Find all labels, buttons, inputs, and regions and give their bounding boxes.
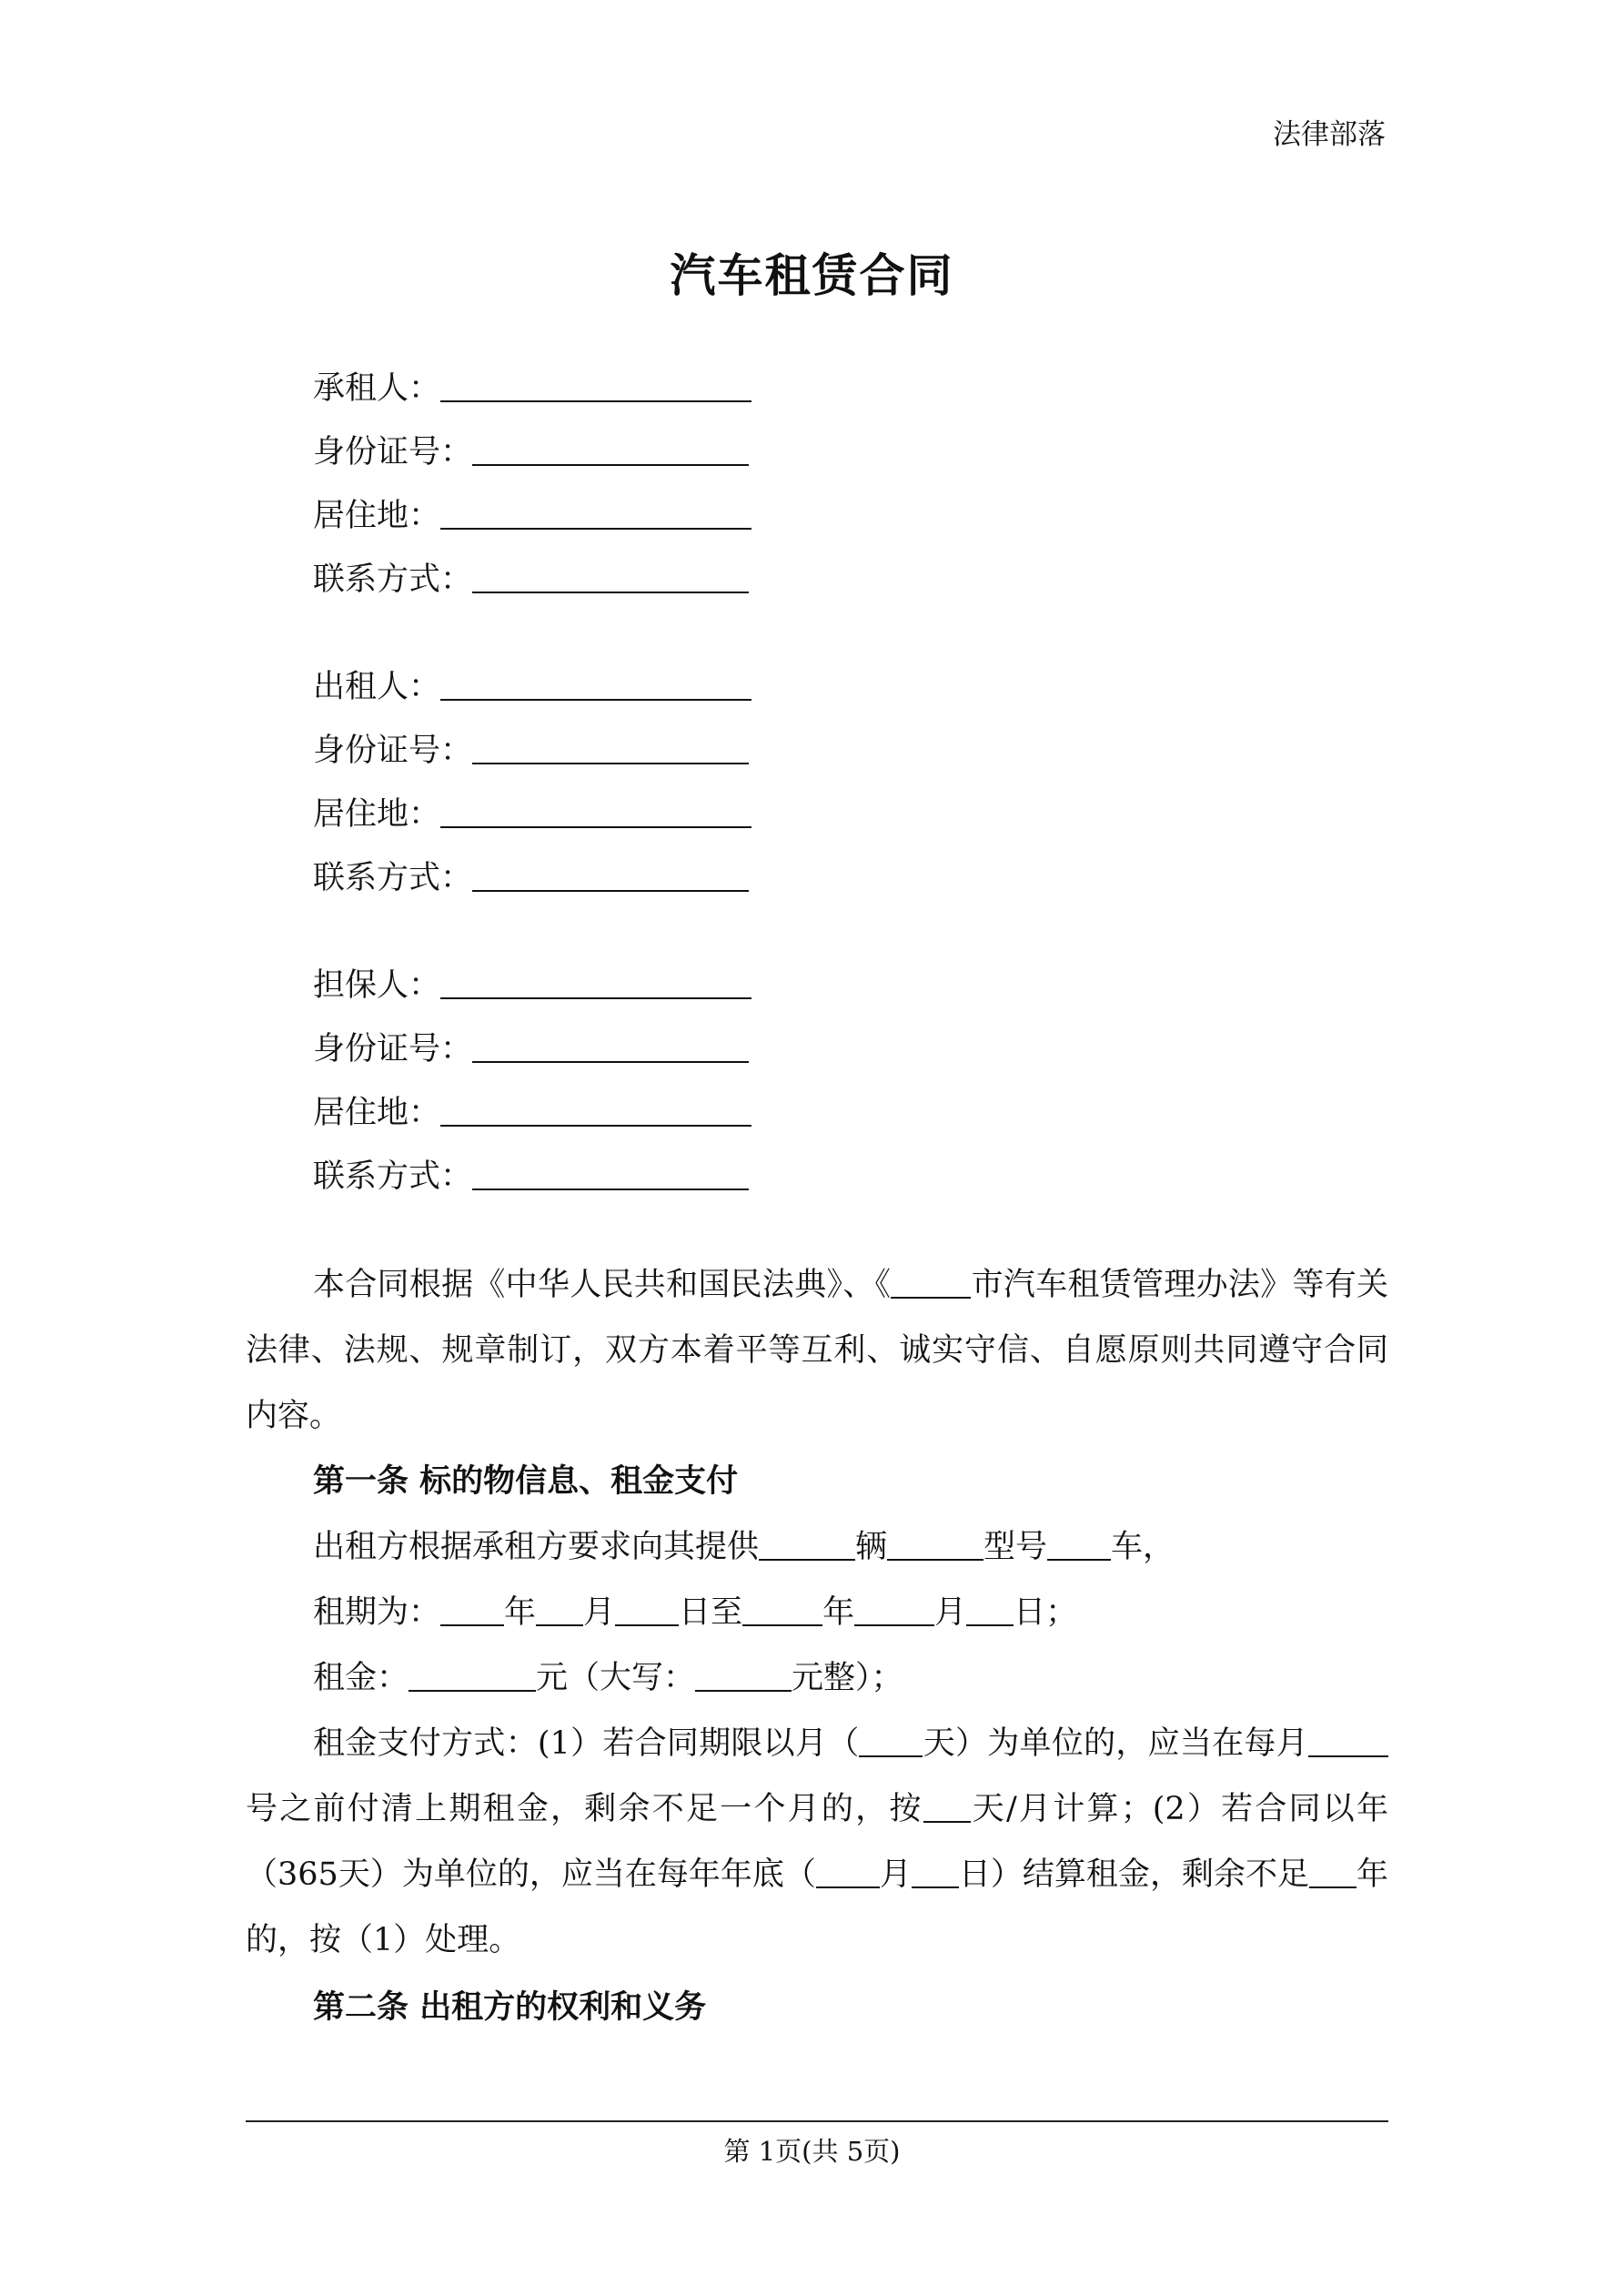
field-label: 联系方式： (313, 561, 473, 598)
rental-term-line (246, 1580, 1388, 1645)
field-label: 联系方式： (313, 1158, 473, 1195)
blank-line (440, 957, 751, 999)
field-row (313, 719, 751, 783)
text: 日； (1014, 1594, 1078, 1631)
header-brand: 法律部落 (1273, 118, 1386, 151)
field-row (313, 783, 751, 846)
blank-line (1309, 1852, 1357, 1888)
field-label: 身份证号： (313, 434, 473, 470)
field-label: 联系方式： (313, 860, 473, 896)
blank-line (440, 1590, 504, 1626)
field-row (313, 548, 751, 612)
field-label: 出租人： (313, 669, 441, 705)
text: 天）为单位的，应当在每月 (923, 1725, 1308, 1762)
page-number: 第 1页(共 5页) (723, 2136, 901, 2167)
field-row (313, 1145, 751, 1209)
blank-line (409, 1655, 536, 1692)
intro-text: 本合同根据《中华人民共和国民法典》、《 (313, 1267, 892, 1303)
blank-line (472, 1148, 749, 1190)
blank-line (759, 1524, 855, 1561)
blank-line (859, 1721, 923, 1757)
field-row (313, 1081, 751, 1145)
text: 车， (1111, 1529, 1175, 1565)
field-label: 承租人： (313, 370, 441, 407)
text: 日）结算租金，剩余不足 (958, 1856, 1309, 1893)
blank-line (912, 1852, 959, 1888)
text: 租金： (313, 1660, 409, 1696)
blank-line (440, 659, 751, 701)
blank-line (472, 1021, 749, 1063)
blank-line (923, 1786, 971, 1823)
text: 型号 (983, 1529, 1048, 1565)
text: 租期为： (313, 1594, 441, 1631)
article1-title: 第一条 标的物信息、租金支付 (313, 1463, 739, 1500)
blank-line (1308, 1721, 1388, 1757)
field-row (313, 954, 751, 1017)
field-label: 身份证号： (313, 1031, 473, 1067)
field-row (313, 846, 751, 910)
blank-line (1047, 1524, 1111, 1561)
payment-method-paragraph (246, 1711, 1388, 1973)
field-label: 居住地： (313, 498, 441, 534)
lessee-block (313, 357, 751, 612)
text: 年的，按（1）处理。 (246, 1856, 1388, 1958)
blank-line (742, 1590, 822, 1626)
blank-line (472, 850, 749, 892)
field-label: 居住地： (313, 796, 441, 833)
field-label: 担保人： (313, 967, 441, 1004)
blank-line (440, 360, 751, 402)
field-row (313, 655, 751, 719)
text: 天/月计算；(2）若合同以年（365天）为单位的，应当在每年年底（ (246, 1791, 1388, 1893)
field-row (313, 484, 751, 548)
blank-line (816, 1852, 880, 1888)
text: 日至 (679, 1594, 743, 1631)
field-label: 身份证号： (313, 733, 473, 769)
blank-line (472, 723, 749, 764)
text: 辆 (855, 1529, 888, 1565)
blank-line (887, 1524, 983, 1561)
footer-divider (246, 2120, 1388, 2122)
field-row (313, 420, 751, 484)
intro-text: 市汽车租赁管理办法》等有关法律、法规、规章制订，双方本着平等互利、诚实守信、自愿原则共同遵守合同内容。 (246, 1267, 1388, 1434)
blank-line (440, 1085, 751, 1127)
blank-line (615, 1590, 679, 1626)
lessor-block (313, 655, 751, 910)
blank-line (472, 424, 749, 466)
text: 租金支付方式：(1）若合同期限以月（ (313, 1725, 860, 1762)
text: 月 (583, 1594, 616, 1631)
field-label: 居住地： (313, 1095, 441, 1131)
text: 号之前付清上期租金，剩余不足一个月的，按 (246, 1791, 923, 1827)
field-row (313, 1017, 751, 1081)
intro-paragraph (246, 1252, 1388, 1449)
text: 年 (504, 1594, 537, 1631)
text: 元整）； (792, 1660, 903, 1696)
blank-line (966, 1590, 1014, 1626)
document-title: 汽车租赁合同 (670, 249, 954, 302)
blank-line (440, 488, 751, 530)
vehicle-line (246, 1514, 1388, 1580)
blank-line (536, 1590, 583, 1626)
blank-line (891, 1262, 971, 1299)
text: 元（大写： (536, 1660, 696, 1696)
field-row (313, 357, 751, 420)
text: 月 (934, 1594, 967, 1631)
blank-line (440, 786, 751, 828)
text: 出租方根据承租方要求向其提供 (313, 1529, 760, 1565)
blank-line (695, 1655, 792, 1692)
blank-line (472, 551, 749, 593)
text: 年 (822, 1594, 855, 1631)
article2-title: 第二条 出租方的权利和义务 (313, 1989, 707, 2026)
text: 月 (879, 1856, 912, 1893)
rent-amount-line (246, 1645, 1388, 1711)
blank-line (854, 1590, 934, 1626)
guarantor-block (313, 954, 751, 1209)
